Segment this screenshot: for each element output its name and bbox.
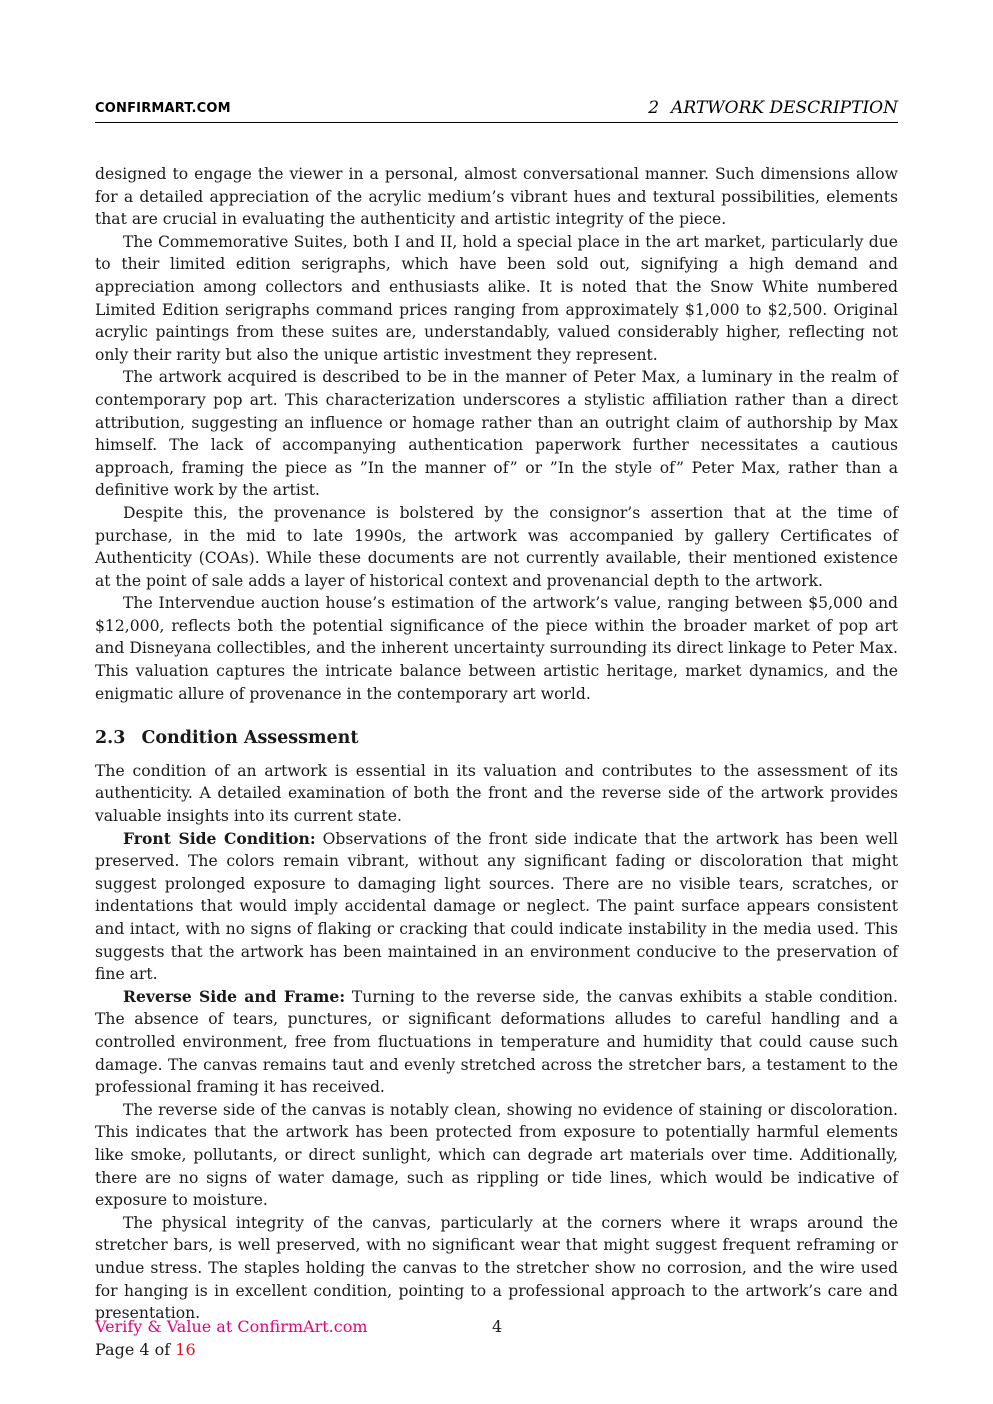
paragraph-condition-intro: The condition of an artwork is essential in its valuation and contributes to the assessment of its authenticity. A detailed examination of both the front and the reverse side of the artwork provides valuable insights into its current state. [95,761,898,826]
paragraph-reverse-side [95,986,898,1099]
paragraph-reverse-clean: The reverse side of the canvas is notably clean, showing no evidence of staining or discoloration. This indicates that the artwork has been protected from exposure to potentially harmful elements like smoke, pollutants, or direct sunlight, which can degrade art materials over time. Additionally, there are no signs of water damage, such as rippling or tide lines, which would be indicative of exposure to moisture. [95,1100,898,1210]
front-side-label: Front Side Condition: [123,828,316,848]
paragraph-provenance: Despite this, the provenance is bolstered by the consignor’s assertion that at the time of purchase, in the mid to late 1990s, the artwork was accompanied by gallery Certificates of Authenticity (COAs). While these documents are not currently available, their mentioned existence at the point of sale adds a layer of historical context and provenancial depth to the artwork. [95,503,898,590]
front-side-text: Observations of the front side indicate that the artwork has been well preserved. The colors remain vibrant, without any significant fading or discoloration that might suggest prolonged exposure to damaging light sources. There are no visible tears, scratches, or indentations that would imply accidental damage or neglect. The paint surface appears consistent and intact, with no signs of flaking or cracking that could indicate instability in the media used. This suggests that the artwork has been maintained in an environment conducive to the preservation of fine art. [95,829,899,984]
total-pages-link[interactable]: 16 [175,1340,196,1359]
paragraph-front-side [95,828,898,986]
section-number: 2.3 [95,728,126,749]
page-header [95,98,898,123]
page-number: 4 [492,1317,503,1336]
reverse-side-text: Turning to the reverse side, the canvas exhibits a stable condition. The absence of tears, punctures, or significant deformations alludes to careful handling and a controlled environment, free from fluctuations in temperature and humidity that could cause such damage. The canvas remains taut and evenly stretched across the stretcher bars, a testament to the professional framing it has received. [95,987,898,1097]
paragraph-valuation: The Intervendue auction house’s estimation of the artwork’s value, ranging between $5,000 and $12,000, reflects both the potential significance of the piece within the broader market of pop art and Disneyana collectibles, and the inherent uncertainty surrounding its direct linkage to Peter Max. This valuation captures the intricate balance between artistic heritage, market dynamics, and the enigmatic allure of provenance in the contemporary art world. [95,594,898,703]
paragraph-physical-integrity: The physical integrity of the canvas, particularly at the corners where it wraps around the stretcher bars, is well preserved, with no significant wear that might suggest frequent reframing or undue stress. The staples holding the canvas to the stretcher show no corrosion, and the wire used for hanging is in excellent condition, pointing to a professional approach to the artwork’s care and presentation. [95,1213,898,1323]
reverse-side-label: Reverse Side and Frame: [123,986,346,1006]
running-head [648,98,898,118]
page-count [95,1338,898,1361]
paragraph-continued: designed to engage the viewer in a personal, almost conversational manner. Such dimensions allow for a detailed appreciation of the acrylic medium’s vibrant hues and textural possibilities, elements that are crucial in evaluating the authenticity and artistic integrity of the piece. [95,165,898,229]
running-head-section-number: 2 [648,98,660,118]
paragraph-commemorative-suites: The Commemorative Suites, both I and II, hold a special place in the art market, particularly due to their limited edition serigraphs, which have been sold out, signifying a high demand and appreciation among collectors and enthusiasts alike. It is noted that the Snow White numbered Limited Edition serigraphs command prices ranging from approximately $1,000 to $2,500. Original acrylic paintings from these suites are, understandably, valued considerably higher, reflecting not only their rarity but also the unique artistic investment they represent. [95,232,898,364]
section-heading [95,727,898,750]
page-count-prefix: Page 4 of [95,1340,176,1359]
confirmart-logo: CONFIRMART.COM [95,101,231,116]
section-title: Condition Assessment [141,728,359,749]
paragraph-manner-of-peter-max: The artwork acquired is described to be in the manner of Peter Max, a luminary in the realm of contemporary pop art. This characterization underscores a stylistic affiliation rather than a direct attribution, suggesting an influence or homage rather than an outright claim of authorship by Max himself. The lack of accompanying authentication paperwork further necessitates a cautious approach, framing the piece as ”In the manner of” or ”In the style of” Peter Max, rather than a definitive work by the artist. [95,368,898,500]
running-head-section-title: ARTWORK DESCRIPTION [671,98,898,118]
verify-link[interactable]: Verify & Value at ConfirmArt.com [95,1317,368,1336]
page-body [95,163,898,1325]
page-footer [95,1315,898,1361]
